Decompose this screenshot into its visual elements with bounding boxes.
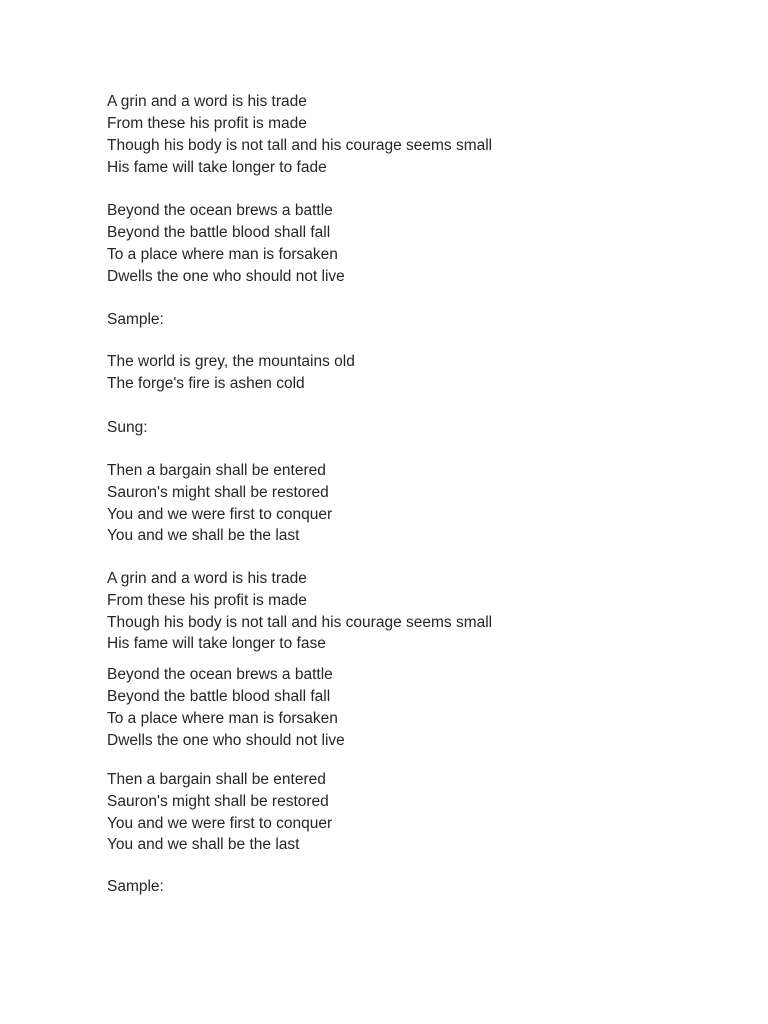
lyric-line: Though his body is not tall and his courage seems small <box>107 137 493 154</box>
lyric-line: Though his body is not tall and his courage seems small <box>107 614 493 631</box>
lyric-line: Sauron's might shall be restored <box>107 793 329 810</box>
lyric-line: Beyond the ocean brews a battle <box>107 202 333 219</box>
lyric-line: Then a bargain shall be entered <box>107 771 326 788</box>
lyric-line: From these his profit is made <box>107 592 307 609</box>
lyric-line: His fame will take longer to fade <box>107 159 327 176</box>
lyric-line: You and we shall be the last <box>107 836 300 853</box>
lyric-line: Dwells the one who should not live <box>107 268 345 285</box>
lyric-line: Sauron's might shall be restored <box>107 484 329 501</box>
lyric-line: Beyond the ocean brews a battle <box>107 666 333 683</box>
lyric-line: The world is grey, the mountains old <box>107 353 355 370</box>
lyric-line: To a place where man is forsaken <box>107 246 338 263</box>
lyric-line: The forge's fire is ashen cold <box>107 375 305 392</box>
lyric-line: Then a bargain shall be entered <box>107 462 326 479</box>
lyric-line: A grin and a word is his trade <box>107 570 307 587</box>
lyric-line: You and we were first to conquer <box>107 815 333 832</box>
lyric-line: To a place where man is forsaken <box>107 710 338 727</box>
lyric-line: Dwells the one who should not live <box>107 732 345 749</box>
lyric-line: His fame will take longer to fase <box>107 635 326 652</box>
lyric-line: Beyond the battle blood shall fall <box>107 224 331 241</box>
lyric-line: A grin and a word is his trade <box>107 93 307 110</box>
section-label: Sample: <box>107 311 164 328</box>
section-label: Sample: <box>107 878 164 895</box>
lyric-line: You and we were first to conquer <box>107 506 333 523</box>
section-label: Sung: <box>107 419 148 436</box>
lyric-line: You and we shall be the last <box>107 527 300 544</box>
lyric-line: From these his profit is made <box>107 115 307 132</box>
lyric-line: Beyond the battle blood shall fall <box>107 688 331 705</box>
